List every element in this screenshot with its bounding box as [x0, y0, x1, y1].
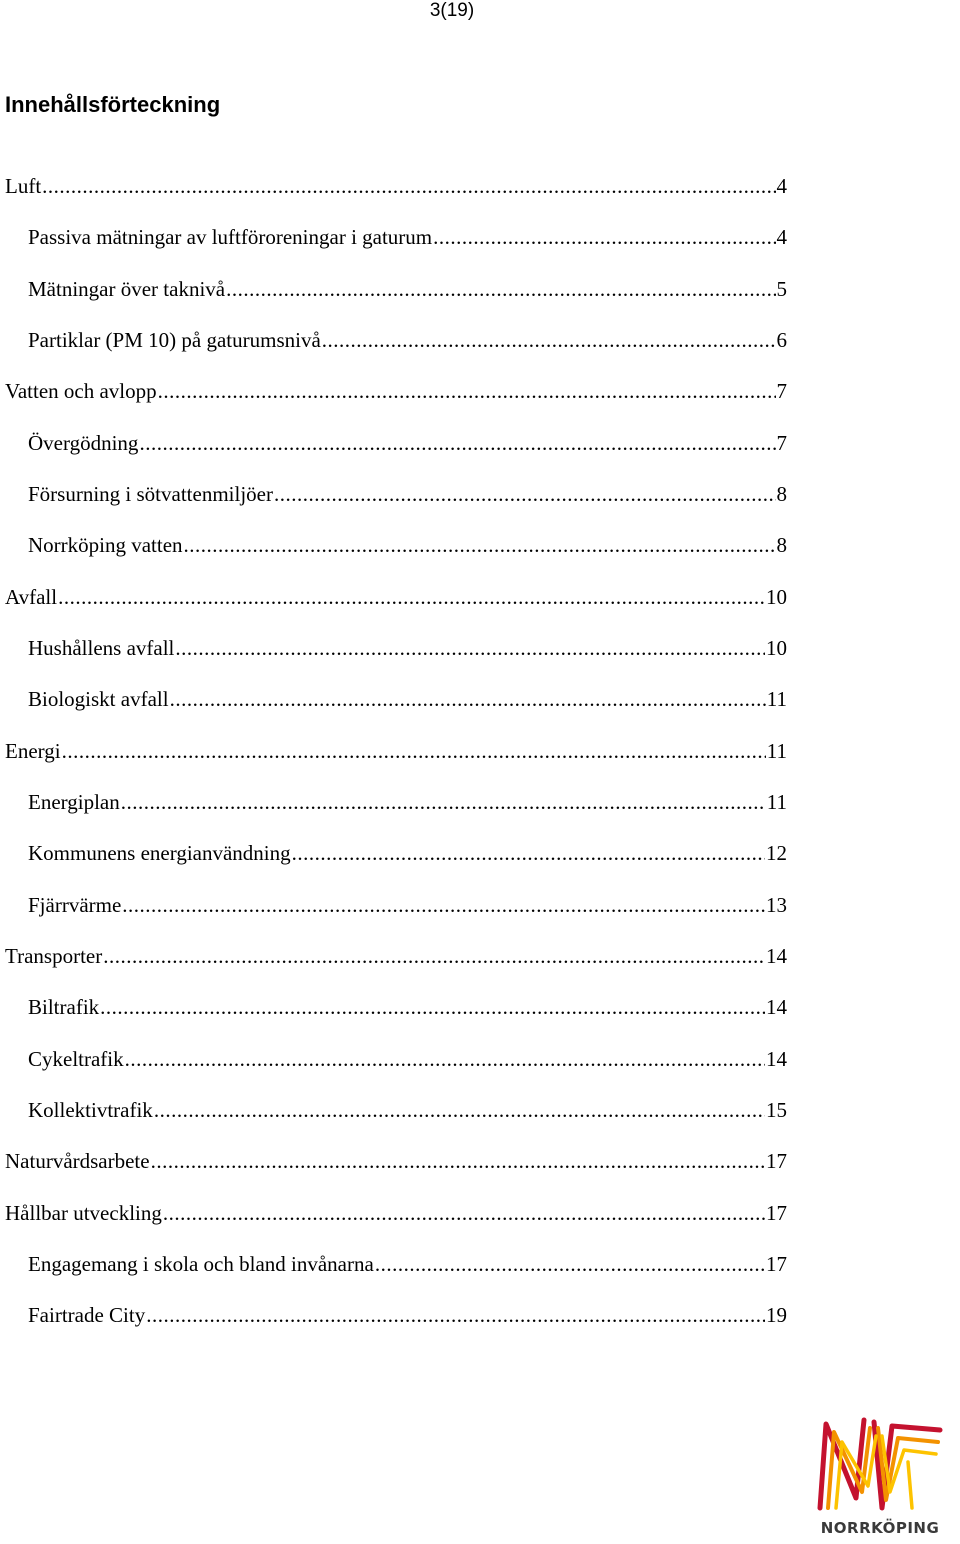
toc-entry-title: Övergödning [28, 430, 139, 455]
page-number: 3(19) [429, 0, 475, 21]
toc-entry-page: 10 [766, 584, 787, 609]
toc-dot-leader [62, 733, 766, 769]
toc-entry-page: 4 [776, 174, 787, 198]
toc-entry-title: Avfall [5, 584, 58, 609]
toc-entry-page: 17 [766, 1149, 787, 1174]
toc-entry[interactable] [0, 989, 787, 1040]
table-of-contents [0, 168, 787, 1349]
toc-entry-page: 17 [766, 1251, 787, 1276]
toc-entry-title: Luft [5, 174, 42, 198]
toc-entry-page: 8 [776, 481, 787, 506]
toc-entry[interactable] [0, 1195, 787, 1246]
toc-entry[interactable] [0, 527, 787, 578]
toc-entry-title: Hållbar utveckling [5, 1200, 162, 1225]
toc-entry-title: Engagemang i skola och bland invånarna [28, 1251, 374, 1276]
toc-entry[interactable] [0, 1092, 787, 1143]
toc-entry-title: Biltrafik [28, 995, 100, 1020]
toc-dot-leader [146, 1297, 765, 1333]
toc-entry-title: Fairtrade City [28, 1303, 146, 1328]
toc-entry-title: Vatten och avlopp [5, 379, 157, 404]
toc-entry-title: Norrköping vatten [28, 533, 183, 558]
toc-dot-leader [42, 168, 775, 204]
toc-entry-page: 14 [766, 995, 787, 1020]
toc-entry-title: Hushållens avfall [28, 635, 175, 660]
toc-entry-title: Transporter [5, 943, 103, 968]
toc-dot-leader [322, 322, 776, 358]
norrkoping-logo-icon [812, 1412, 948, 1518]
toc-entry-title: Fjärrvärme [28, 892, 122, 917]
toc-dot-leader [151, 1143, 765, 1179]
toc-entry-title: Mätningar över taknivå [28, 276, 226, 301]
toc-entry[interactable] [0, 630, 787, 681]
toc-dot-leader [184, 527, 776, 563]
toc-entry-page: 7 [776, 379, 787, 404]
toc-dot-leader [226, 271, 775, 307]
toc-entry-title: Kollektivtrafik [28, 1097, 153, 1122]
toc-entry[interactable] [0, 1246, 787, 1297]
toc-dot-leader [170, 681, 766, 717]
toc-dot-leader [175, 630, 765, 666]
norrkoping-logo [812, 1412, 948, 1540]
toc-entry[interactable] [0, 476, 787, 527]
toc-entry[interactable] [0, 784, 787, 835]
toc-entry[interactable] [0, 733, 787, 784]
toc-entry-page: 15 [766, 1097, 787, 1122]
toc-entry-title: Naturvårdsarbete [5, 1149, 150, 1174]
toc-entry[interactable] [0, 579, 787, 630]
toc-dot-leader [122, 887, 765, 923]
toc-entry-page: 6 [776, 327, 787, 352]
toc-dot-leader [154, 1092, 765, 1128]
toc-entry-page: 19 [766, 1303, 787, 1328]
toc-entry-title: Energi [5, 738, 61, 763]
toc-entry[interactable] [0, 1041, 787, 1092]
toc-entry-title: Biologiskt avfall [28, 687, 169, 712]
toc-entry-title: Cykeltrafik [28, 1046, 124, 1071]
toc-heading: Innehållsförteckning [5, 92, 221, 117]
logo-wordmark: NORRKÖPING [820, 1519, 940, 1537]
toc-entry-page: 17 [766, 1200, 787, 1225]
toc-entry-title: Kommunens energianvändning [28, 841, 291, 866]
toc-entry-title: Energiplan [28, 789, 120, 814]
toc-entry[interactable] [0, 1143, 787, 1194]
toc-dot-leader [121, 784, 766, 820]
toc-dot-leader [375, 1246, 765, 1282]
toc-entry-page: 11 [766, 789, 787, 814]
toc-dot-leader [139, 425, 775, 461]
toc-entry-title: Partiklar (PM 10) på gaturumsnivå [28, 327, 321, 352]
toc-entry-page: 14 [766, 1046, 787, 1071]
toc-dot-leader [158, 373, 776, 409]
toc-entry-page: 11 [766, 687, 787, 712]
toc-entry-page: 4 [776, 225, 787, 250]
toc-entry-title: Passiva mätningar av luftföroreningar i gaturum [28, 225, 433, 250]
toc-entry-page: 13 [766, 892, 787, 917]
toc-dot-leader [163, 1195, 765, 1231]
toc-entry-page: 5 [776, 276, 787, 301]
toc-dot-leader [274, 476, 776, 512]
toc-entry[interactable] [0, 219, 787, 270]
toc-entry[interactable] [0, 373, 787, 424]
toc-dot-leader [125, 1041, 765, 1077]
toc-entry[interactable] [0, 681, 787, 732]
toc-entry[interactable] [0, 168, 787, 219]
toc-entry[interactable] [0, 887, 787, 938]
toc-entry[interactable] [0, 835, 787, 886]
toc-dot-leader [100, 989, 765, 1025]
toc-dot-leader [292, 835, 765, 871]
toc-dot-leader [103, 938, 765, 974]
toc-entry-page: 12 [766, 841, 787, 866]
toc-entry-page: 7 [776, 430, 787, 455]
toc-entry[interactable] [0, 938, 787, 989]
toc-dot-leader [433, 219, 775, 255]
toc-entry-page: 14 [766, 943, 787, 968]
toc-entry[interactable] [0, 1297, 787, 1348]
toc-entry[interactable] [0, 271, 787, 322]
toc-entry[interactable] [0, 425, 787, 476]
toc-entry-page: 10 [766, 635, 787, 660]
toc-entry[interactable] [0, 322, 787, 373]
toc-entry-page: 8 [776, 533, 787, 558]
toc-dot-leader [58, 579, 765, 615]
toc-entry-title: Försurning i sötvattenmiljöer [28, 481, 273, 506]
toc-entry-page: 11 [766, 738, 787, 763]
